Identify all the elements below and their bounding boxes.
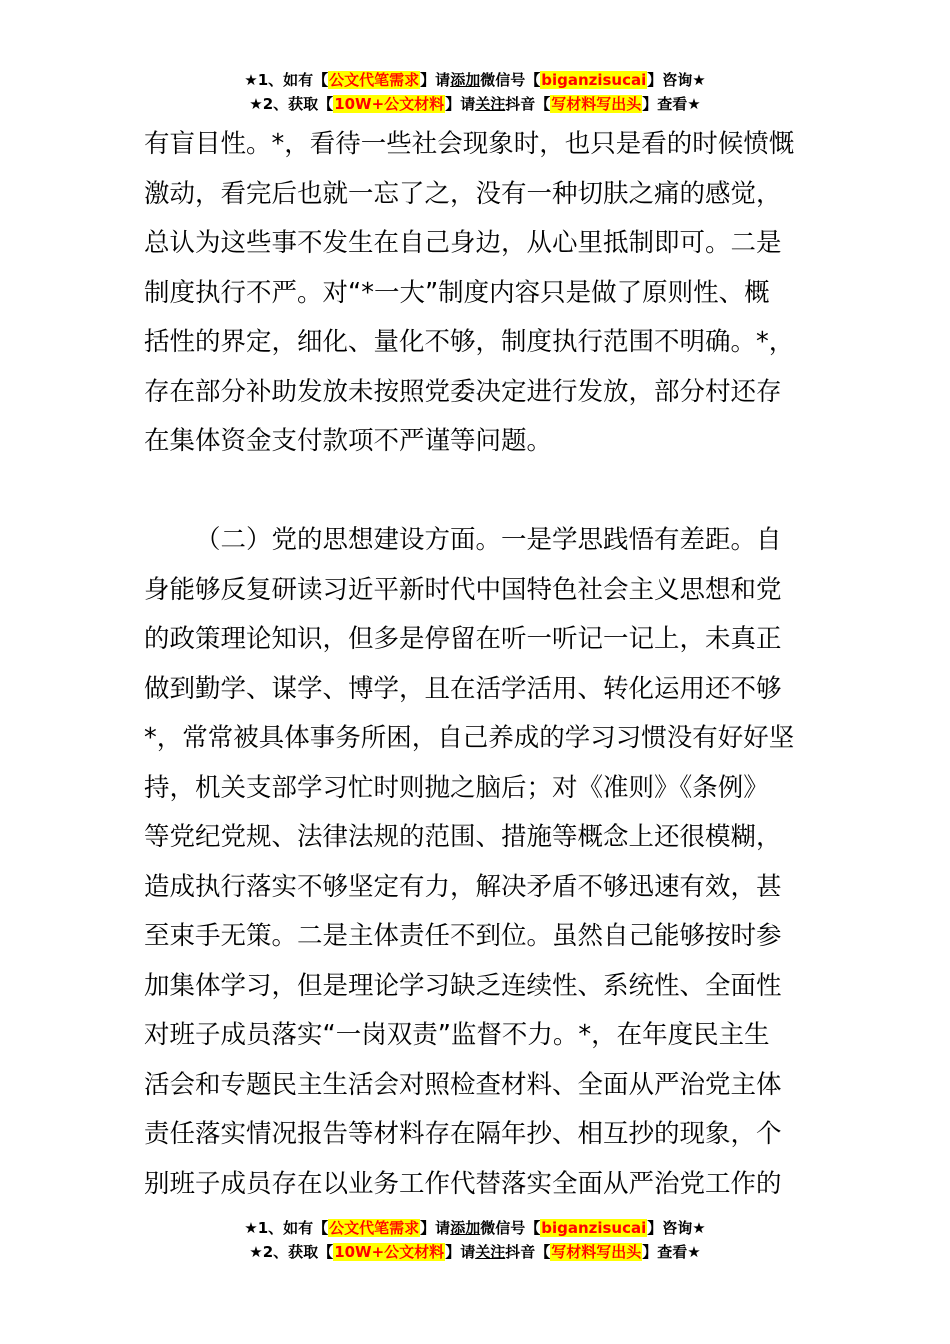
document-body	[144, 120, 808, 1209]
banner-text: 】请	[445, 1243, 476, 1261]
text-line: 的政策理论知识，但多是停留在听一听记一记上，未真正	[144, 624, 782, 654]
text-line: 对班子成员落实“一岗双责”监督不力。*，在年度民主生	[144, 1020, 770, 1050]
text-line: 总认为这些事不发生在自己身边，从心里抵制即可。二是	[144, 228, 782, 258]
text-line: 身能够反复研读习近平新时代中国特色社会主义思想和党	[144, 574, 782, 605]
banner-text: 抖音【	[505, 95, 551, 113]
banner-line-1	[0, 68, 950, 92]
banner-text: ★2、获取【	[249, 1243, 334, 1261]
banner-text: 】查看★	[642, 95, 701, 113]
banner-text: 抖音【	[505, 1243, 551, 1261]
banner-line-1	[0, 1216, 950, 1240]
text-line: 活会和专题民主生活会对照检查材料、全面从严治党主体	[144, 1069, 782, 1100]
banner-text: 】请	[420, 71, 451, 89]
banner-text-underlined: 关注	[475, 1243, 506, 1261]
highlight-service: 公文代笔需求	[329, 71, 420, 89]
text-line: 制度执行不严。对“*一大”制度内容只是做了原则性、概	[144, 277, 770, 308]
text-line: 加集体学习，但是理论学习缺乏连续性、系统性、全面性	[144, 970, 782, 1001]
text-line: 激动，看完后也就一忘了之，没有一种切肤之痛的感觉，	[144, 178, 782, 209]
highlight-materials: 10W+公文材料	[334, 1243, 445, 1261]
section-heading-line: （二）党的思想建设方面。一是学思践悟有差距。自	[195, 525, 782, 555]
banner-line-2	[0, 92, 950, 116]
banner-text: 】查看★	[642, 1243, 701, 1261]
text-line: 造成执行落实不够坚定有力，解决矛盾不够迅速有效，甚	[144, 871, 782, 902]
footer-banner	[0, 1216, 950, 1264]
text-line: 存在部分补助发放未按照党委决定进行发放，部分村还存	[144, 376, 782, 407]
highlight-service: 公文代笔需求	[329, 1219, 420, 1237]
banner-text: 微信号【	[480, 1219, 541, 1237]
banner-text: ★1、如有【	[244, 71, 329, 89]
header-banner	[0, 68, 950, 116]
highlight-douyin: 写材料写出头	[551, 1243, 642, 1261]
banner-text: ★1、如有【	[244, 1219, 329, 1237]
paragraph-gap	[144, 467, 808, 517]
banner-text-underlined: 关注	[475, 95, 506, 113]
text-line: 做到勤学、谋学、博学，且在活学活用、转化运用还不够	[144, 673, 782, 704]
banner-text: 微信号【	[480, 71, 541, 89]
banner-text: ★2、获取【	[249, 95, 334, 113]
text-line: 至束手无策。二是主体责任不到位。虽然自己能够按时参	[144, 921, 782, 951]
highlight-materials: 10W+公文材料	[334, 95, 445, 113]
banner-line-2	[0, 1240, 950, 1264]
text-line: 在集体资金支付款项不严谨等问题。	[144, 426, 553, 456]
text-line: 责任落实情况报告等材料存在隔年抄、相互抄的现象，个	[144, 1119, 782, 1149]
banner-text: 】咨询★	[647, 1219, 706, 1237]
banner-text: 】咨询★	[647, 71, 706, 89]
text-line: 有盲目性。*，看待一些社会现象时，也只是看的时候愤慨	[144, 129, 795, 159]
text-line: 持，机关支部学习忙时则抛之脑后；对《准则》《条例》	[144, 772, 769, 803]
banner-text-underlined: 添加	[450, 1219, 481, 1237]
banner-text: 】请	[420, 1219, 451, 1237]
highlight-wechat-id: biganzisucai	[541, 71, 647, 89]
text-line: *，常常被具体事务所困，自己养成的学习习惯没有好好坚	[144, 723, 795, 753]
highlight-wechat-id: biganzisucai	[541, 1219, 647, 1237]
highlight-douyin: 写材料写出头	[551, 95, 642, 113]
banner-text-underlined: 添加	[450, 71, 481, 89]
text-line: 等党纪党规、法律法规的范围、措施等概念上还很模糊，	[144, 822, 782, 852]
text-line: 括性的界定，细化、量化不够，制度执行范围不明确。*，	[144, 327, 795, 357]
banner-text: 】请	[445, 95, 476, 113]
text-line: 别班子成员存在以业务工作代替落实全面从严治党工作的	[144, 1168, 782, 1199]
